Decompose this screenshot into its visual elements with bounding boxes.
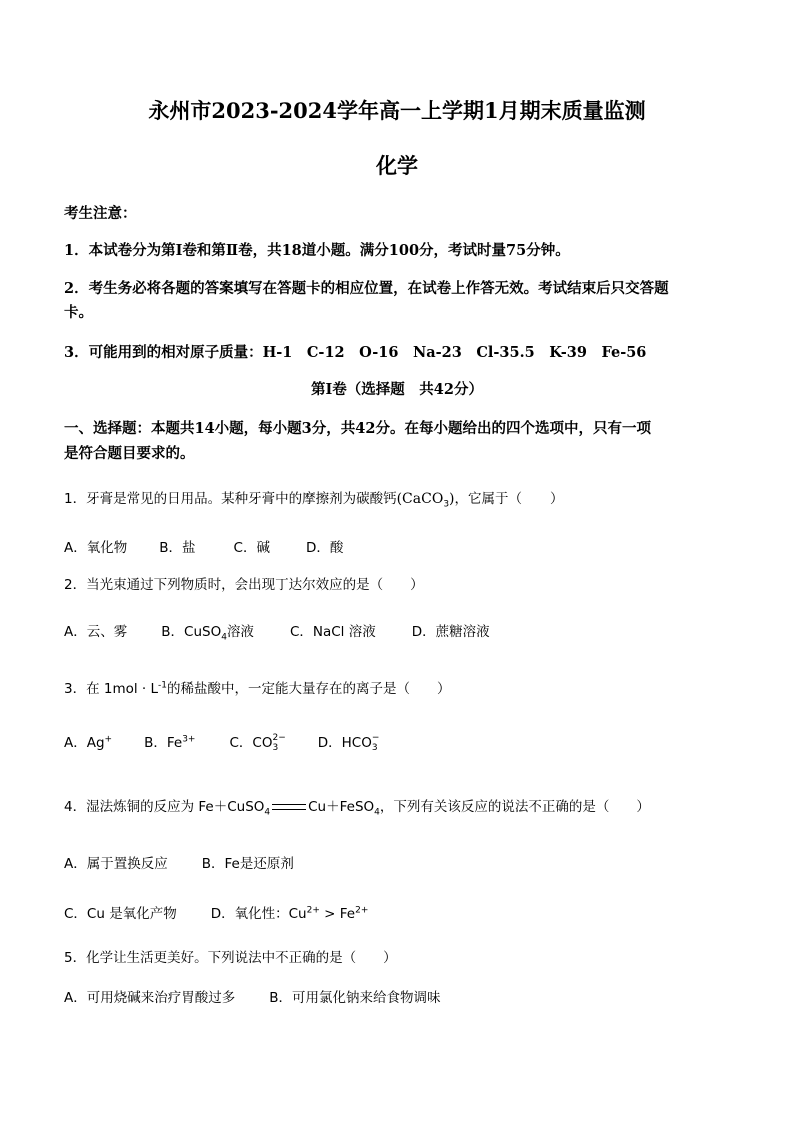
notice-item-1: 1．本试卷分为第Ⅰ卷和第Ⅱ卷，共18道小题。满分100分，考试时量75分钟。 bbox=[64, 242, 570, 259]
question-1-stem: 1．牙膏是常见的日用品。某种牙膏中的摩擦剂为碳酸钙(CaCO$_3$)，它属于（ ） bbox=[64, 491, 564, 510]
notice-item-2-line-1: 2．考生务必将各题的答案填写在答题卡的相应位置，在试卷上作答无效。考试结束后只交答题 bbox=[64, 280, 669, 297]
q1-option-c[interactable]: C．碱 bbox=[233, 540, 270, 556]
question-5-options bbox=[64, 986, 441, 1006]
q4-option-d[interactable]: D．氧化性：$Cu^{2+} > Fe^{2+}$ bbox=[210, 905, 369, 922]
q3-option-d[interactable]: D．HCO − 3 bbox=[317, 733, 380, 753]
notice-item-2-line-2: 卡。 bbox=[64, 304, 93, 321]
question-3-options bbox=[64, 731, 379, 753]
question-5-stem: 5．化学让生活更美好。下列说法中不正确的是（ ） bbox=[64, 950, 397, 966]
q2-option-a[interactable]: A．云、雾 bbox=[64, 624, 128, 640]
q3-option-a[interactable]: A．Ag+ bbox=[64, 734, 113, 751]
q2-option-c[interactable]: C．NaCl 溶液 bbox=[289, 624, 376, 640]
subject-title: 化学 bbox=[376, 153, 418, 178]
question-2-options bbox=[64, 620, 490, 643]
question-4-options-row-2 bbox=[64, 902, 368, 922]
q4-option-b[interactable]: B．Fe是还原剂 bbox=[201, 856, 294, 872]
q1-option-d[interactable]: D．酸 bbox=[305, 540, 344, 556]
question-1-options bbox=[64, 536, 343, 556]
question-4-stem: 4．湿法炼铜的反应为 Fe＋CuSO$_4$ Cu＋FeSO$_4$，下列有关该反应的说法不正确的是（ ） bbox=[64, 799, 650, 818]
section-instructions-line-2: 是符合题目要求的。 bbox=[64, 445, 195, 462]
q5-option-a[interactable]: A．可用烧碱来治疗胃酸过多 bbox=[64, 990, 236, 1006]
question-4-options-row-1 bbox=[64, 852, 294, 872]
q4-option-a[interactable]: A．属于置换反应 bbox=[64, 856, 168, 872]
q4-option-c[interactable]: C．Cu 是氧化产物 bbox=[64, 906, 177, 922]
q2-option-b[interactable]: B．CuSO$_4$溶液 bbox=[161, 624, 254, 643]
q3-option-c[interactable]: C．CO 2− 3 bbox=[229, 733, 286, 753]
section-instructions-line-1: 一、选择题：本题共14小题，每小题3分，共42分。在每小题给出的四个选项中，只有一项 bbox=[64, 420, 651, 437]
q3-option-b[interactable]: B．$Fe^{3+}$ bbox=[144, 734, 196, 751]
q1-option-a[interactable]: A．氧化物 bbox=[64, 540, 128, 556]
q5-option-b[interactable]: B．可用氯化钠来给食物调味 bbox=[269, 990, 441, 1006]
notice-heading: 考生注意： bbox=[64, 205, 137, 222]
question-3-stem: 3．在 $1mol \cdot L^{-1}$的稀盐酸中，一定能大量存在的离子是（ ） bbox=[64, 680, 451, 697]
question-2-stem: 2．当光束通过下列物质时，会出现丁达尔效应的是（ ） bbox=[64, 577, 424, 593]
exam-title: 永州市2023-2024学年高一上学期1月期末质量监测 bbox=[148, 98, 646, 123]
section-heading: 第Ⅰ卷（选择题 共42分） bbox=[311, 381, 483, 398]
notice-item-3: 3．可能用到的相对原子质量：H-1 C-12 O-16 Na-23 Cl-35.5 K-39 Fe-56 bbox=[64, 344, 647, 361]
q2-option-d[interactable]: D．蔗糖溶液 bbox=[411, 624, 490, 640]
equals-sign-icon bbox=[272, 804, 306, 810]
q1-option-b[interactable]: B．盐 bbox=[159, 540, 196, 556]
